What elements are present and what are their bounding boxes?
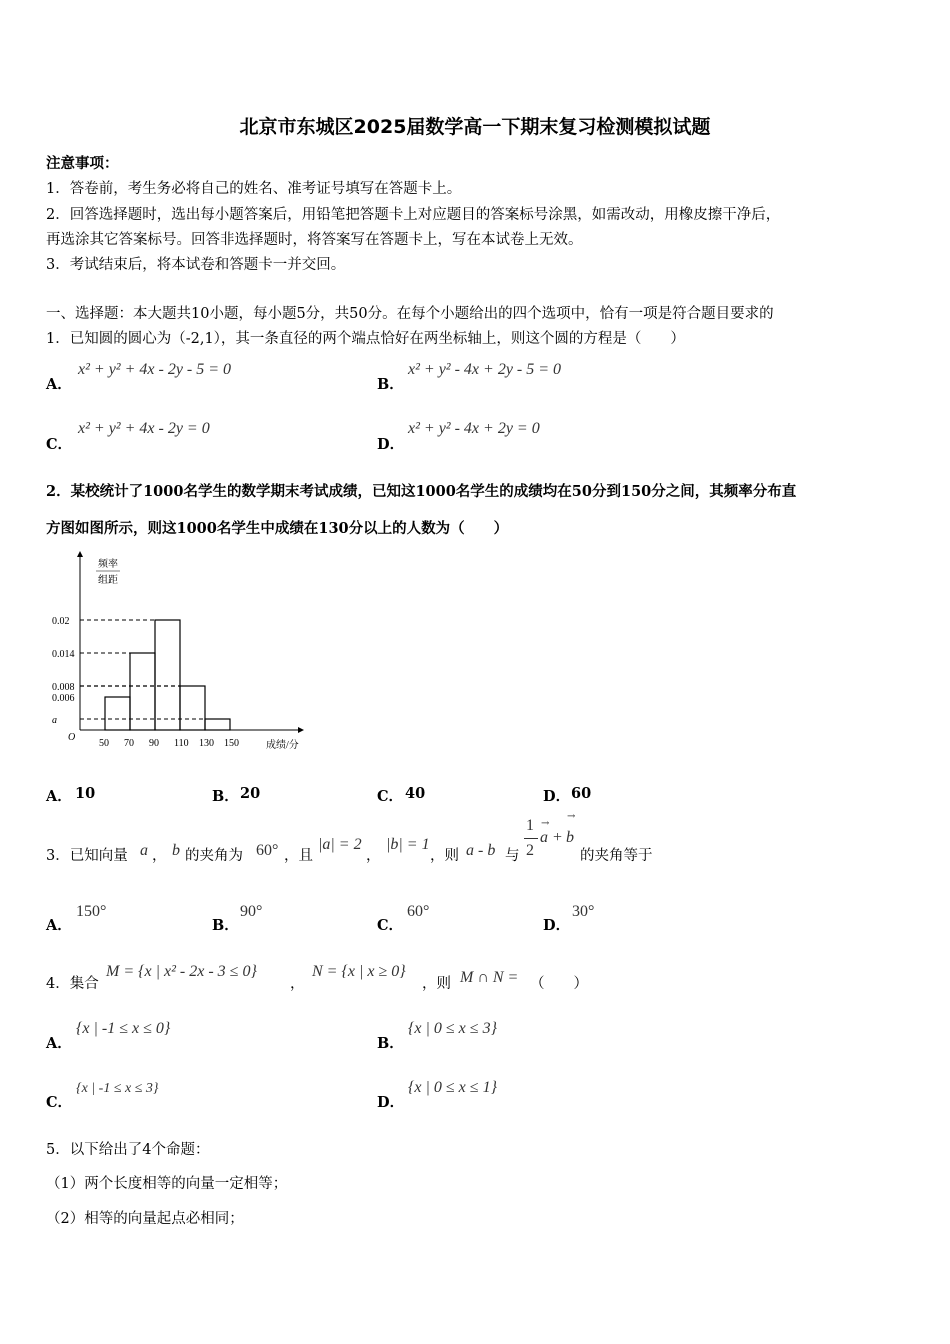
y-axis-label-bottom: 组距 bbox=[98, 575, 118, 586]
q3-comma: ， bbox=[366, 848, 381, 864]
question-1-stem: 1．已知圆的圆心为（-2,1），其一条直径的两个端点恰好在两坐标轴上，则这个圆的方程是（ ） bbox=[46, 331, 685, 347]
q1-option-c-label[interactable]: C． bbox=[46, 436, 73, 453]
q4-option-c-label[interactable]: C． bbox=[46, 1094, 73, 1111]
x-tick-label: 90 bbox=[149, 738, 159, 749]
q3-angle-text: 的夹角为 bbox=[185, 848, 243, 864]
q1-option-a-label[interactable]: A． bbox=[46, 376, 72, 393]
q4-option-b: {x | 0 ≤ x ≤ 3} bbox=[408, 1020, 497, 1037]
q4-option-d-label[interactable]: D． bbox=[377, 1094, 405, 1111]
q3-with: 与 bbox=[505, 848, 520, 864]
q4-set-m: M = {x | x² - 2x - 3 ≤ 0} bbox=[106, 963, 257, 980]
q3-comma: ， bbox=[152, 848, 167, 864]
q1-option-d: x² + y² - 4x + 2y = 0 bbox=[408, 420, 540, 437]
q3-option-d: 30° bbox=[572, 903, 595, 920]
q3-suffix: 的夹角等于 bbox=[580, 848, 653, 864]
q3-abs-b: |b| = 1 bbox=[386, 836, 430, 853]
q2-option-a-label[interactable]: A． bbox=[46, 788, 72, 805]
q1-option-d-label[interactable]: D． bbox=[377, 436, 405, 453]
q5-proposition: （2）相等的向量起点必相同； bbox=[46, 1211, 244, 1227]
q4-option-c: {x | -1 ≤ x ≤ 3} bbox=[76, 1081, 159, 1096]
y-tick-label: a bbox=[52, 715, 57, 726]
section-heading: 一、选择题：本大题共10小题，每小题5分，共50分。在每个小题给出的四个选项中，恰有一项是符合题目要求的 bbox=[46, 306, 774, 322]
q4-option-d: {x | 0 ≤ x ≤ 1} bbox=[408, 1079, 497, 1096]
q3-and: ，且 bbox=[284, 848, 313, 864]
x-tick-label: 130 bbox=[199, 738, 214, 749]
q3-option-b-label[interactable]: B． bbox=[212, 917, 239, 934]
q3-option-b: 90° bbox=[240, 903, 263, 920]
notice-item: 再选涂其它答案标号。回答非选择题时，将答案写在答题卡上，写在本试卷上无效。 bbox=[46, 232, 583, 248]
histogram-bar bbox=[180, 686, 205, 730]
q3-option-c-label[interactable]: C． bbox=[377, 917, 404, 934]
notice-item: 1．答卷前，考生务必将自己的姓名、准考证号填写在答题卡上。 bbox=[46, 181, 462, 197]
q1-option-b: x² + y² - 4x + 2y - 5 = 0 bbox=[408, 361, 562, 378]
histogram-bar bbox=[155, 620, 180, 730]
question-4-prefix: 4．集合 bbox=[46, 976, 99, 992]
q3-frac-bar bbox=[524, 838, 538, 839]
q3-plus: + bbox=[553, 829, 563, 846]
q1-option-b-label[interactable]: B． bbox=[377, 376, 404, 393]
q3-angle: 60° bbox=[256, 842, 279, 859]
question-2-stem: 2．某校统计了1000名学生的数学期末考试成绩，已知这1000名学生的成绩均在50分到150分之间，其频率分布直 bbox=[46, 483, 797, 500]
q4-option-a: {x | -1 ≤ x ≤ 0} bbox=[76, 1020, 171, 1037]
q4-option-a-label[interactable]: A． bbox=[46, 1035, 72, 1052]
q3-option-c: 60° bbox=[407, 903, 430, 920]
q2-option-a: 10 bbox=[75, 785, 96, 802]
q2-option-d: 60 bbox=[571, 785, 592, 802]
q1-option-a: x² + y² + 4x - 2y - 5 = 0 bbox=[78, 361, 232, 378]
notice-item: 3．考试结束后，将本试卷和答题卡一并交回。 bbox=[46, 257, 346, 273]
y-axis-label-top: 频率 bbox=[98, 559, 118, 570]
q3-vector-a: a bbox=[140, 842, 148, 859]
x-tick-label: 110 bbox=[174, 738, 189, 749]
q3-vec-a: a bbox=[540, 829, 548, 846]
q3-option-a: 150° bbox=[76, 903, 107, 920]
x-tick-label: 150 bbox=[224, 738, 239, 749]
y-tick-label: 0.014 bbox=[52, 649, 75, 660]
q5-proposition: （1）两个长度相等的向量一定相等； bbox=[46, 1176, 288, 1192]
q4-option-b-label[interactable]: B． bbox=[377, 1035, 404, 1052]
page-title: 北京市东城区2025届数学高一下期末复习检测模拟试题 bbox=[239, 116, 711, 138]
y-tick-label: 0.02 bbox=[52, 616, 70, 627]
q2-option-d-label[interactable]: D． bbox=[543, 788, 571, 805]
q3-difference: a - b bbox=[466, 842, 496, 859]
q3-abs-a: |a| = 2 bbox=[318, 836, 362, 853]
q3-vec-a-arrow: → bbox=[541, 818, 550, 829]
q4-then: ，则 bbox=[422, 976, 451, 992]
histogram-bar bbox=[105, 697, 130, 730]
q2-option-b: 20 bbox=[240, 785, 261, 802]
q3-vec-b: b bbox=[566, 829, 574, 846]
q3-vec-b-arrow: → bbox=[567, 811, 576, 822]
question-2-stem-cont: 方图如图所示，则这1000名学生中成绩在130分以上的人数为（ ） bbox=[46, 520, 509, 537]
q2-option-c: 40 bbox=[405, 785, 426, 802]
q3-frac-den: 2 bbox=[526, 842, 534, 859]
histogram-bar bbox=[205, 719, 230, 730]
q3-option-d-label[interactable]: D． bbox=[543, 917, 571, 934]
q2-option-c-label[interactable]: C． bbox=[377, 788, 404, 805]
q3-then: ，则 bbox=[430, 848, 459, 864]
q4-set-n: N = {x | x ≥ 0} bbox=[312, 963, 406, 980]
x-axis-label: 成绩/分 bbox=[266, 740, 299, 751]
x-tick-label: 70 bbox=[124, 738, 134, 749]
x-tick-label: 50 bbox=[99, 738, 109, 749]
q3-frac-num: 1 bbox=[526, 817, 534, 834]
q3-option-a-label[interactable]: A． bbox=[46, 917, 72, 934]
notice-item: 2．回答选择题时，选出每小题答案后，用铅笔把答题卡上对应题目的答案标号涂黑，如需改动，用橡皮擦干净后， bbox=[46, 207, 781, 223]
q4-expression: M ∩ N = bbox=[460, 969, 519, 986]
q2-option-b-label[interactable]: B． bbox=[212, 788, 239, 805]
q4-comma: ， bbox=[290, 976, 305, 992]
y-tick-label: 0.006 bbox=[52, 693, 75, 704]
y-tick-label: 0.008 bbox=[52, 682, 75, 693]
question-3-prefix: 3．已知向量 bbox=[46, 848, 128, 864]
notice-heading: 注意事项： bbox=[46, 155, 119, 172]
histogram-bar bbox=[130, 653, 155, 730]
q1-option-c: x² + y² + 4x - 2y = 0 bbox=[78, 420, 210, 437]
question-5-stem: 5．以下给出了4个命题： bbox=[46, 1142, 210, 1158]
origin-label: O bbox=[68, 732, 76, 743]
histogram-chart bbox=[46, 548, 316, 758]
q3-vector-b: b bbox=[172, 842, 180, 859]
q4-paren: （ ） bbox=[530, 976, 588, 992]
